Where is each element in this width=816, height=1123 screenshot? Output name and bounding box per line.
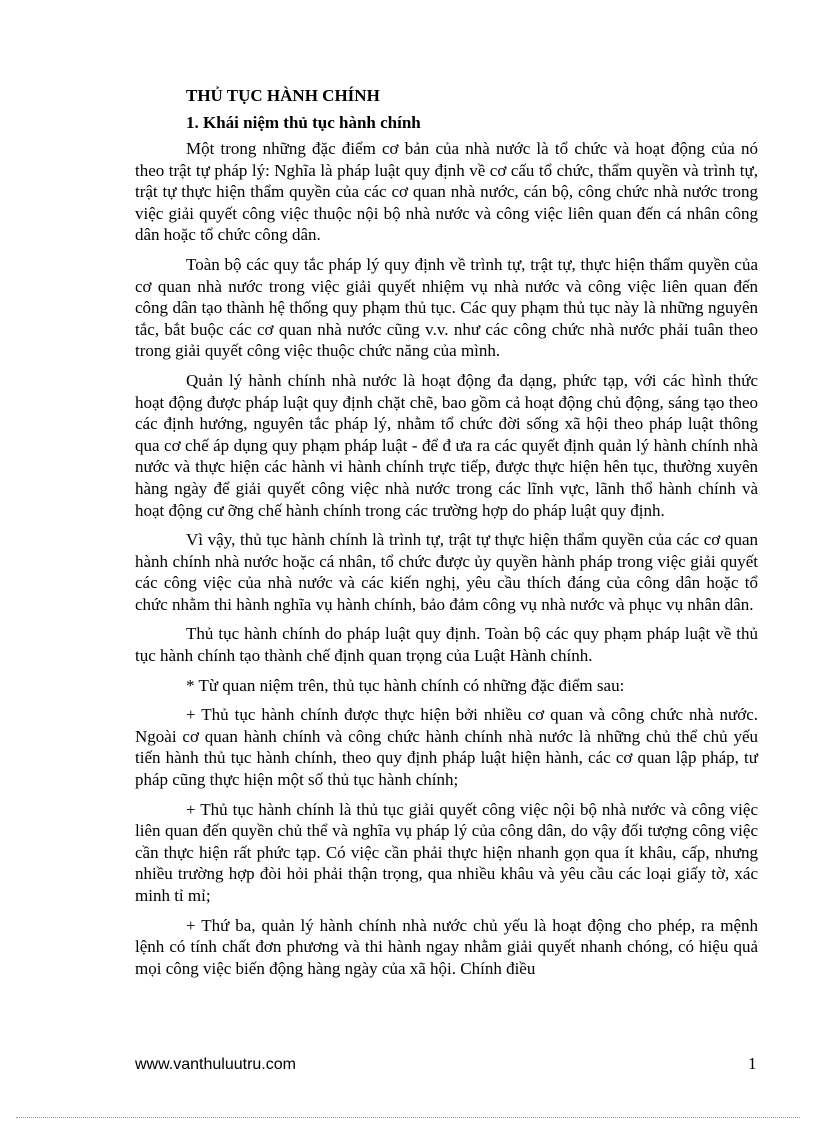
paragraph: + Thứ ba, quản lý hành chính nhà nước chủ yếu là hoạt động cho phép, ra mệnh lệnh có tính chất đơn phương và thi hành ngay nhằm giải quyết nhanh chóng, có hiệu quả mọi công việc biến động hàng ngày của xã hội. Chính điều: [135, 915, 758, 978]
paragraph: * Từ quan niệm trên, thủ tục hành chính có những đặc điểm sau:: [186, 675, 625, 695]
paragraph: + Thủ tục hành chính là thủ tục giải quyết công việc nội bộ nhà nước và công việc liên quan đến quyền chủ thể và nghĩa vụ pháp lý của công dân, do vậy đối tượng công việc cần thực hiện rất phức tạp. Có việc cần phải thực hiện nhanh gọn qua ít khâu, cấp, nhưng nhiều trường hợp đòi hỏi phải thận trọng, qua nhiều khâu và yêu cầu các loại giấy tờ, xác minh tỉ mỉ;: [135, 799, 758, 905]
paragraph: Vì vậy, thủ tục hành chính là trình tự, trật tự thực hiện thẩm quyền của các cơ quan hành chính nhà nước hoặc cá nhân, tổ chức được ủy quyền hành pháp trong việc giải quyết các công việc của nhà nước và các kiến nghị, yêu cầu thích đáng của công dân hoặc tổ chức nhằm thi hành nghĩa vụ hành chính, bảo đảm công vụ nhà nước và phục vụ nhân dân.: [135, 530, 758, 614]
paragraph: Một trong những đặc điểm cơ bản của nhà nước là tổ chức và hoạt động của nó theo trật tự pháp lý: Nghĩa là pháp luật quy định về cơ cấu tổ chức, thẩm quyền và trình tự, trật tự thực hiện thẩm quyền của các cơ quan nhà nước, cán bộ, công chức nhà nước trong việc giải quyết công việc thuộc nội bộ nhà nước và công việc liên quan đến cá nhân công dân hoặc tổ chức công dân.: [135, 139, 758, 245]
paragraph: Toàn bộ các quy tắc pháp lý quy định về trình tự, trật tự, thực hiện thẩm quyền của cơ quan nhà nước trong việc giải quyết nhiệm vụ nhà nước và công việc liên quan đến công dân tạo thành hệ thống quy phạm thủ tục. Các quy phạm thủ tục này là những nguyên tắc, bắt buộc các cơ quan nhà nước cũng v.v. như các công chức nhà nước phải tuân theo trong giải quyết công việc thuộc chức năng của mình.: [135, 254, 758, 361]
paragraph: + Thủ tục hành chính được thực hiện bởi nhiều cơ quan và công chức nhà nước. Ngoài cơ quan hành chính và công chức hành chính nhà nước là những chủ thể chủ yếu tiến hành thủ tục hành chính, theo quy định pháp luật hiện hành, các cơ quan lập pháp, tư pháp cũng thực hiện một số thủ tục hành chính;: [135, 705, 758, 790]
document-title: THỦ TỤC HÀNH CHÍNH: [186, 86, 380, 105]
page-bottom-divider: [16, 1117, 800, 1118]
document-body: [135, 84, 758, 987]
page-number: 1: [748, 1054, 757, 1073]
section-heading: 1. Khái niệm thủ tục hành chính: [186, 113, 421, 132]
paragraph: Thủ tục hành chính do pháp luật quy định. Toàn bộ các quy phạm pháp luật về thủ tục hành chính tạo thành chế định quan trọng của Luật Hành chính.: [135, 624, 758, 666]
footer-website-link[interactable]: www.vanthuluutru.com: [135, 1056, 296, 1073]
paragraph: Quản lý hành chính nhà nước là hoạt động đa dạng, phức tạp, với các hình thức hoạt động được pháp luật quy định chặt chẽ, bao gồm cả hoạt động chủ động, sáng tạo theo các định hướng, nguyên tắc pháp lý, nhằm tổ chức đời sống xã hội theo pháp luật thông qua cơ chế áp dụng quy phạm pháp luật - để đ ưa ra các quyết định quản lý hành chính nhà nước và thực hiện các hành vi hành chính trực tiếp, được thực hiện hên tục, thường xuyên hàng ngày để giải quyết công việc nhà nước trong các lĩnh vực, lãnh thổ hành chính và hoạt động cư ỡng chế hành chính trong các trường hợp do pháp luật quy định.: [135, 370, 758, 520]
